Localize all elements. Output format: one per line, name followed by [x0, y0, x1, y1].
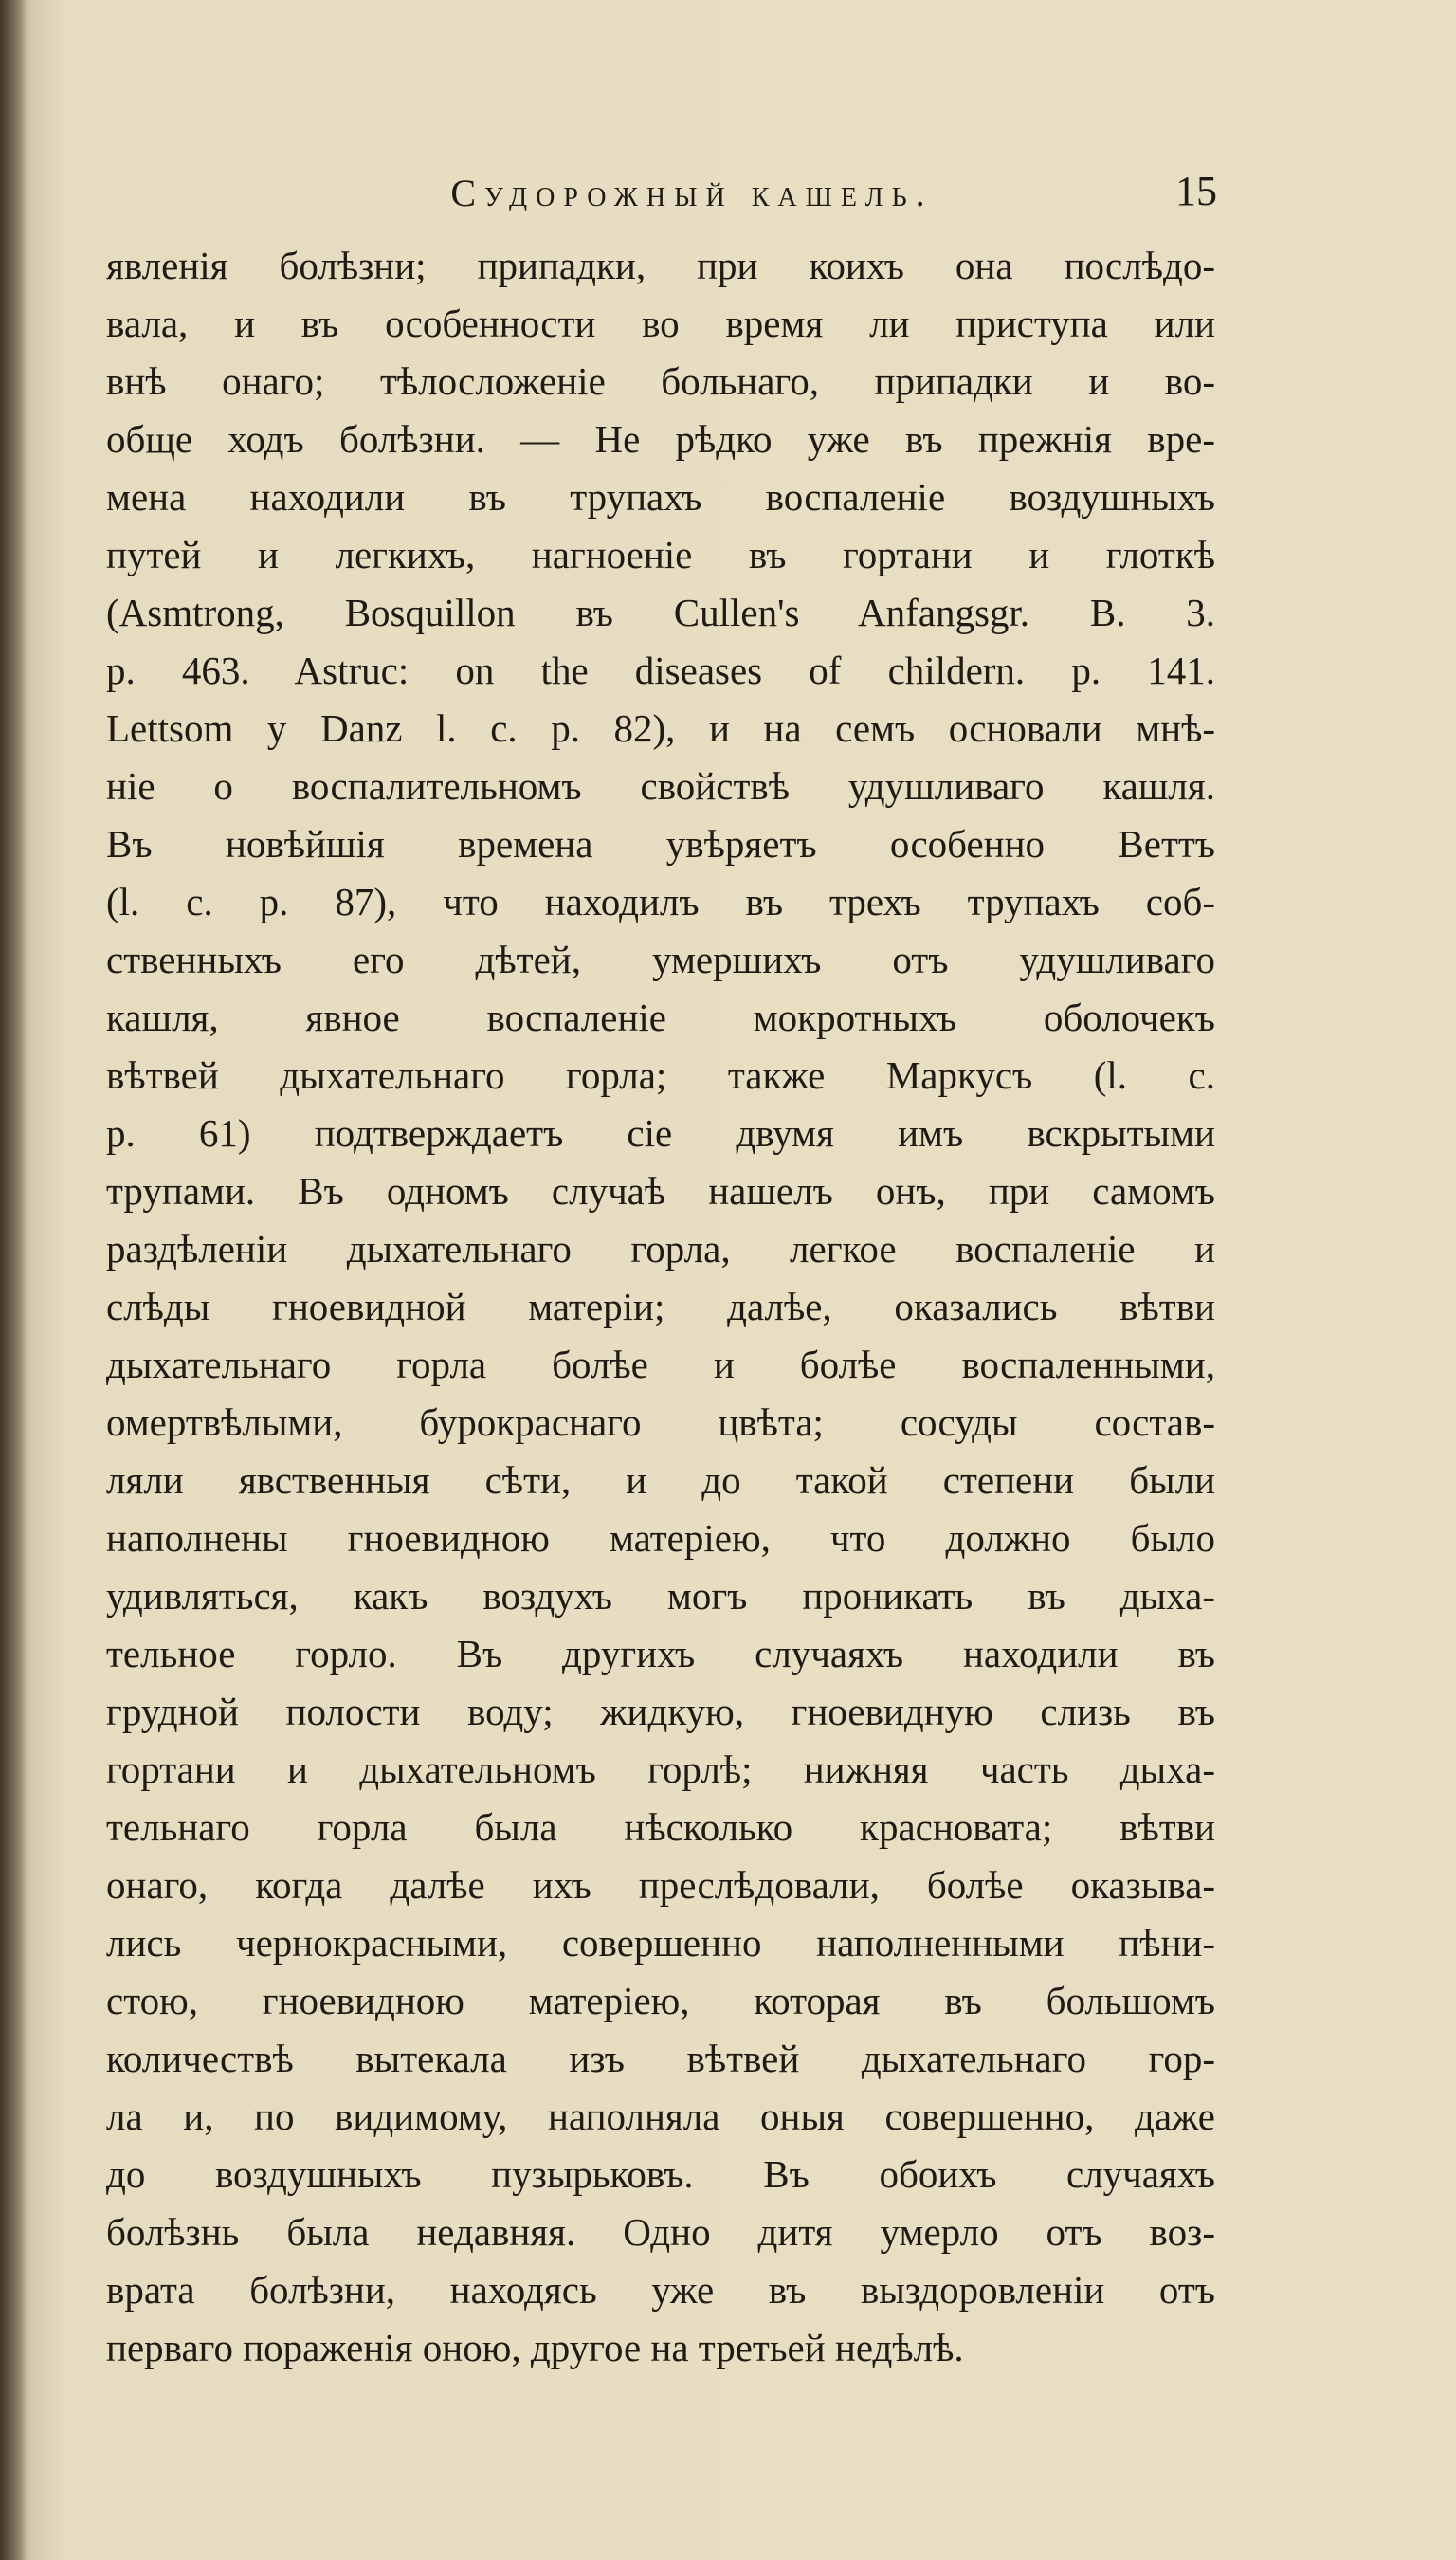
binding-shadow [0, 0, 27, 2560]
running-title: Судорожный кашель. [450, 172, 934, 214]
page-number: 15 [1175, 168, 1217, 214]
text-line: ляли явственныя сѣти, и до такой степени были [106, 1458, 1215, 1502]
text-line: Въ новѣйшія времена увѣряетъ особенно Веттъ [106, 822, 1215, 866]
text-line: кашля, явное воспаленіе мокротныхъ оболочекъ [106, 996, 1215, 1039]
text-line: p. 463. Astruc: on the diseases of childern. p. 141. [106, 649, 1215, 692]
text-line: ственныхъ его дѣтей, умершихъ отъ удушливаго [106, 938, 1215, 981]
body-text [106, 237, 1215, 2377]
text-line: до воздушныхъ пузырьковъ. Въ обоихъ случаяхъ [106, 2152, 1215, 2196]
text-line: путей и легкихъ, нагноеніе въ гортани и глоткѣ [106, 533, 1215, 576]
text-line: стою, гноевидною матеріею, которая въ большомъ [106, 1979, 1215, 2022]
text-line: p. 61) подтверждаетъ сіе двумя имъ вскрытыми [106, 1111, 1215, 1155]
text-line: дыхательнаго горла болѣе и болѣе воспаленными, [106, 1343, 1215, 1386]
text-line: перваго пораженія оною, другое на третьей недѣлѣ. [106, 2326, 964, 2369]
text-line: ніе о воспалительномъ свойствѣ удушливаго кашля. [106, 764, 1215, 808]
text-line: болѣзнь была недавняя. Одно дитя умерло отъ воз- [106, 2210, 1215, 2254]
text-line: врата болѣзни, находясь уже въ выздоровленіи отъ [106, 2268, 1215, 2312]
text-line: (l. c. p. 87), что находилъ въ трехъ трупахъ соб- [106, 880, 1215, 923]
text-line: тельнаго горла была нѣсколько красновата; вѣтви [106, 1805, 1215, 1849]
text-line: раздѣленіи дыхательнаго горла, легкое воспаленіе и [106, 1227, 1215, 1271]
text-line: обще ходъ болѣзни. — Не рѣдко уже въ прежнія вре- [106, 417, 1215, 461]
text-line: слѣды гноевидной матеріи; далѣе, оказались вѣтви [106, 1285, 1215, 1328]
text-line: удивляться, какъ воздухъ могъ проникать въ дыха- [106, 1574, 1215, 1618]
text-line: наполнены гноевидною матеріею, что должно было [106, 1516, 1215, 1560]
text-line: онаго, когда далѣе ихъ преслѣдовали, болѣе оказыва- [106, 1863, 1215, 1907]
text-line: Lettsom y Danz l. c. p. 82), и на семъ основали мнѣ- [106, 706, 1215, 750]
text-line: явленія болѣзни; припадки, при коихъ она послѣдо- [106, 244, 1215, 287]
page-header [0, 168, 1456, 228]
text-line: трупами. Въ одномъ случаѣ нашелъ онъ, при самомъ [106, 1169, 1215, 1213]
text-line: вѣтвей дыхательнаго горла; также Маркусъ (l. c. [106, 1053, 1215, 1097]
text-line: гортани и дыхательномъ горлѣ; нижняя часть дыха- [106, 1747, 1215, 1791]
text-line: тельное горло. Въ другихъ случаяхъ находили въ [106, 1632, 1215, 1675]
text-line: лись чернокрасными, совершенно наполненными пѣни- [106, 1921, 1215, 1965]
text-line: количествѣ вытекала изъ вѣтвей дыхательнаго гор- [106, 2037, 1215, 2080]
text-line: вала, и въ особенности во время ли приступа или [106, 302, 1215, 345]
text-line: мена находили въ трупахъ воспаленіе воздушныхъ [106, 475, 1215, 519]
text-line: грудной полости воду; жидкую, гноевидную слизь въ [106, 1690, 1215, 1733]
text-line: (Asmtrong, Bosquillon въ Cullen's Anfangsgr. B. 3. [106, 591, 1215, 634]
text-line: ла и, по видимому, наполняла оныя совершенно, даже [106, 2094, 1215, 2138]
text-line: омертвѣлыми, бурокраснаго цвѣта; сосуды состав- [106, 1400, 1215, 1444]
text-line: внѣ онаго; тѣлосложеніе больнаго, припадки и во- [106, 359, 1215, 403]
